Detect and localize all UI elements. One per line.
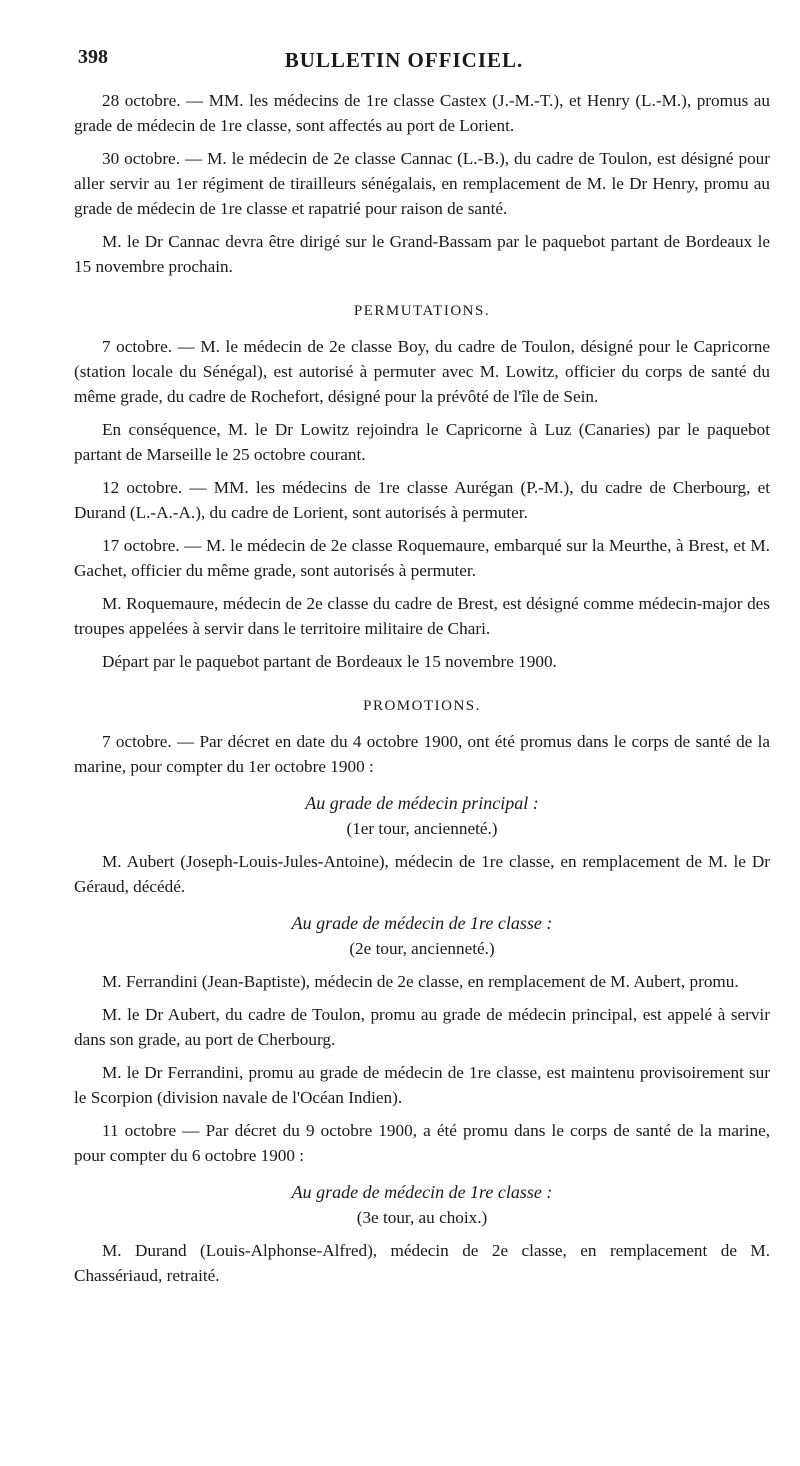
paragraph: M. Durand (Louis-Alphonse-Alfred), médecin de 2e classe, en remplacement de M. Chassériaud, retraité. — [74, 1241, 770, 1285]
running-title: BULLETIN OFFICIEL. — [284, 48, 524, 72]
promotion-note: (2e tour, ancienneté.) — [349, 939, 495, 958]
paragraph: 11 octobre — Par décret du 9 octobre 1900, a été promu dans le corps de santé de la marine, pour compter du 6 octobre 1900 : — [74, 1121, 770, 1165]
page-number: 398 — [78, 46, 108, 68]
paragraph: 30 octobre. — M. le médecin de 2e classe Cannac (L.-B.), du cadre de Toulon, est désigné pour aller servir au 1er régiment de tirailleurs sénégalais, en remplacement de M. le Dr Henry, promu au grade de médecin de 1re classe et rapatrié pour raison de santé. — [74, 149, 770, 218]
promotion-subheading: Au grade de médecin principal : — [305, 793, 539, 813]
paragraph: 7 octobre. — M. le médecin de 2e classe Boy, du cadre de Toulon, désigné pour le Capricorne (station locale du Sénégal), est autorisé à permuter avec M. Lowitz, officier du corps de santé du même grade, du cadre de Rochefort, désigné pour la prévôté de l'île de Sein. — [74, 337, 770, 406]
promotion-subheading: Au grade de médecin de 1re classe : — [291, 913, 553, 933]
promotion-note: (1er tour, ancienneté.) — [346, 819, 498, 838]
paragraph: M. Aubert (Joseph-Louis-Jules-Antoine), médecin de 1re classe, en remplacement de M. le Dr Géraud, décédé. — [74, 852, 770, 896]
section-heading-promotions: PROMOTIONS. — [363, 698, 481, 714]
paragraph: M. Ferrandini (Jean-Baptiste), médecin de 2e classe, en remplacement de M. Aubert, promu. — [102, 972, 739, 991]
paragraph: 7 octobre. — Par décret en date du 4 octobre 1900, ont été promus dans le corps de santé de la marine, pour compter du 1er octobre 1900 : — [74, 732, 770, 776]
paragraph: M. le Dr Ferrandini, promu au grade de médecin de 1re classe, est maintenu provisoirement sur le Scorpion (division navale de l'Océan Indien). — [74, 1063, 770, 1107]
paragraph: 28 octobre. — MM. les médecins de 1re classe Castex (J.-M.-T.), et Henry (L.-M.), promus au grade de médecin de 1re classe, sont affectés au port de Lorient. — [74, 91, 770, 135]
paragraph: En conséquence, M. le Dr Lowitz rejoindra le Capricorne à Luz (Canaries) par le paquebot partant de Marseille le 25 octobre courant. — [74, 420, 770, 464]
promotion-subheading: Au grade de médecin de 1re classe : — [291, 1182, 553, 1202]
document-body — [74, 88, 770, 1296]
paragraph: 12 octobre. — MM. les médecins de 1re classe Aurégan (P.-M.), du cadre de Cherbourg, et Durand (L.-A.-A.), du cadre de Lorient, sont autorisés à permuter. — [74, 478, 770, 522]
paragraph: M. le Dr Aubert, du cadre de Toulon, promu au grade de médecin principal, est appelé à servir dans son grade, au port de Cherbourg. — [74, 1005, 770, 1049]
page-header — [78, 40, 760, 80]
section-heading-permutations: PERMUTATIONS. — [353, 303, 491, 319]
paragraph: 17 octobre. — M. le médecin de 2e classe Roquemaure, embarqué sur la Meurthe, à Brest, et M. Gachet, officier du même grade, sont autorisés à permuter. — [74, 536, 770, 580]
paragraph: Départ par le paquebot partant de Bordeaux le 15 novembre 1900. — [102, 652, 557, 671]
promotion-note: (3e tour, au choix.) — [356, 1208, 488, 1227]
paragraph: M. Roquemaure, médecin de 2e classe du cadre de Brest, est désigné comme médecin-major des troupes appelées à servir dans le territoire militaire de Chari. — [74, 594, 770, 638]
paragraph: M. le Dr Cannac devra être dirigé sur le Grand-Bassam par le paquebot partant de Bordeaux le 15 novembre prochain. — [74, 232, 770, 276]
